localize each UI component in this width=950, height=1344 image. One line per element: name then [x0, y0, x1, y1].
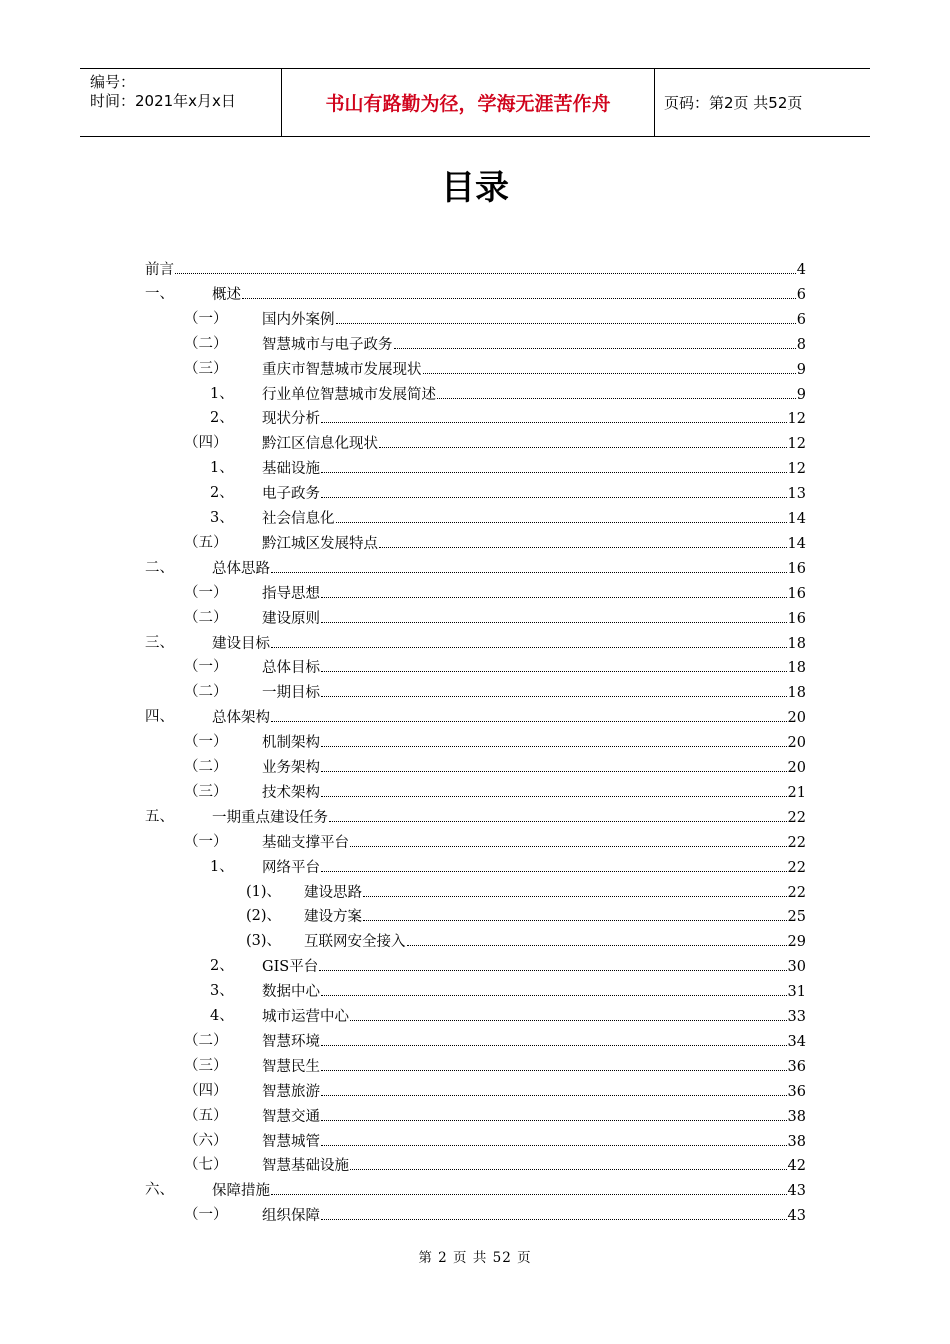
- toc-entry-title: 行业单位智慧城市发展简述: [262, 386, 436, 403]
- toc-entry-title: 总体目标: [262, 660, 320, 677]
- toc-entry[interactable]: [0, 806, 950, 828]
- toc-entry[interactable]: [0, 980, 950, 1002]
- toc-leader-dots: [350, 831, 787, 847]
- toc-entry-title: 机制架构: [262, 735, 320, 752]
- toc-entry-page: 14: [787, 535, 806, 552]
- toc-entry[interactable]: [0, 383, 950, 405]
- toc-leader-dots: [363, 881, 787, 897]
- toc-entry-number: 4、: [210, 1008, 234, 1024]
- toc-entry-page: 6: [796, 311, 806, 328]
- toc-entry-page: 29: [787, 934, 806, 951]
- toc-entry-title: 一期重点建设任务: [212, 809, 328, 826]
- toc-entry-page: 16: [787, 560, 806, 577]
- toc-entry-number: （七）: [184, 1157, 228, 1174]
- toc-entry-number: （三）: [184, 360, 228, 377]
- toc-leader-dots: [350, 1154, 787, 1170]
- toc-leader-dots: [321, 482, 787, 498]
- toc-leader-dots: [271, 557, 787, 573]
- toc-entry-title: 黔江区信息化现状: [262, 436, 378, 453]
- toc-entry-number: （二）: [184, 335, 228, 352]
- toc-leader-dots: [329, 806, 787, 822]
- toc-entry-page: 18: [787, 685, 806, 702]
- toc-entry-title: 电子政务: [262, 486, 320, 503]
- toc-entry-page: 38: [787, 1108, 806, 1125]
- toc-entry-page: 42: [787, 1158, 806, 1175]
- toc-entry-title: 基础支撑平台: [262, 834, 349, 851]
- toc-entry-number: （二）: [184, 684, 228, 701]
- header-page-info: 页码：第2页 共52页: [664, 94, 803, 112]
- toc-entry-title: 指导思想: [262, 585, 320, 602]
- toc-entry[interactable]: [0, 582, 950, 604]
- toc-entry-page: 9: [796, 386, 806, 403]
- toc-entry-number: 2、: [210, 958, 234, 975]
- toc-entry[interactable]: [0, 681, 950, 703]
- toc-leader-dots: [319, 955, 786, 971]
- toc-entry[interactable]: [0, 831, 950, 853]
- toc-entry-page: 36: [787, 1058, 806, 1075]
- toc-entry-title: 黔江城区发展特点: [262, 535, 378, 552]
- page-title: 目录: [441, 168, 509, 208]
- toc-entry-page: 13: [787, 486, 806, 503]
- toc-leader-dots: [271, 706, 787, 722]
- toc-entry-page: 12: [787, 461, 806, 478]
- toc-entry[interactable]: [0, 930, 950, 952]
- toc-entry-number: (2)、: [246, 908, 282, 925]
- toc-entry-title: 建设方案: [304, 909, 362, 926]
- toc-entry-number: （六）: [184, 1132, 228, 1149]
- toc-leader-dots: [350, 1005, 787, 1021]
- toc-entry-number: 六、: [145, 1182, 174, 1199]
- toc-entry-page: 43: [787, 1183, 806, 1200]
- toc-entry[interactable]: [0, 507, 950, 529]
- toc-leader-dots: [321, 731, 787, 747]
- toc-entry-page: 30: [787, 959, 806, 976]
- toc-entry-title: 智慧环境: [262, 1033, 320, 1050]
- toc-entry-number: 三、: [145, 634, 174, 651]
- toc-entry-number: （一）: [184, 833, 228, 850]
- toc-entry[interactable]: [0, 407, 950, 429]
- page-footer: 第 2 页 共 52 页: [418, 1250, 532, 1266]
- toc-entry-page: 18: [787, 660, 806, 677]
- toc-entry-page: 9: [796, 361, 806, 378]
- toc-entry-page: 4: [796, 262, 806, 278]
- toc-entry-title: 组织保障: [262, 1208, 320, 1225]
- toc-entry-title: 概述: [212, 286, 241, 303]
- toc-entry-title: 现状分析: [262, 411, 320, 428]
- toc-leader-dots: [437, 383, 796, 399]
- toc-entry[interactable]: [0, 955, 950, 977]
- toc-entry-page: 14: [787, 511, 806, 527]
- toc-entry-number: 1、: [210, 385, 234, 402]
- toc-entry-number: (3)、: [246, 933, 282, 950]
- toc-entry[interactable]: [0, 283, 950, 305]
- toc-leader-dots: [321, 781, 787, 797]
- toc-entry-title: 一期目标: [262, 685, 320, 702]
- toc-entry-title: 数据中心: [262, 984, 320, 1001]
- toc-entry-page: 25: [787, 909, 806, 926]
- toc-leader-dots: [321, 1055, 787, 1071]
- toc-leader-dots: [321, 980, 787, 996]
- toc-leader-dots: [321, 681, 787, 697]
- toc-entry-number: （五）: [184, 1107, 228, 1124]
- toc-entry-title: GIS平台: [262, 959, 319, 976]
- toc-entry-page: 21: [787, 784, 806, 801]
- toc-entry[interactable]: [0, 1154, 950, 1176]
- header-meta: [80, 69, 282, 136]
- toc-entry-number: （五）: [184, 534, 228, 551]
- toc-entry-title: 智慧基础设施: [262, 1158, 349, 1175]
- toc-entry-title: 互联网安全接入: [304, 934, 406, 951]
- toc-leader-dots: [379, 432, 787, 448]
- toc-entry[interactable]: [0, 1105, 950, 1127]
- toc-entry[interactable]: [0, 905, 950, 927]
- toc-leader-dots: [242, 283, 796, 299]
- toc-entry[interactable]: [0, 881, 950, 903]
- toc-entry-number: 一、: [145, 285, 174, 302]
- toc-entry-page: 33: [787, 1009, 806, 1025]
- toc-entry[interactable]: [0, 308, 950, 330]
- toc-entry-number: 五、: [145, 808, 174, 825]
- toc-entry-number: （四）: [184, 1082, 228, 1099]
- toc-entry-number: （一）: [184, 584, 228, 601]
- toc-entry-title: 网络平台: [262, 859, 320, 876]
- toc-leader-dots: [321, 1105, 787, 1121]
- toc-leader-dots: [321, 457, 787, 473]
- toc-entry[interactable]: [0, 333, 950, 355]
- toc-leader-dots: [271, 632, 787, 648]
- toc-entry-number: （二）: [184, 609, 228, 626]
- toc-entry-number: 3、: [210, 510, 234, 526]
- toc-leader-dots: [321, 1130, 787, 1146]
- toc-entry-page: 22: [787, 809, 806, 826]
- toc-entry-page: 31: [787, 984, 806, 1001]
- toc-leader-dots: [336, 308, 796, 324]
- toc-entry[interactable]: [0, 632, 950, 654]
- toc-entry-title: 重庆市智慧城市发展现状: [262, 361, 422, 378]
- toc-entry-title: 基础设施: [262, 461, 320, 478]
- toc-entry-page: 16: [787, 585, 806, 602]
- toc-leader-dots: [271, 1179, 787, 1195]
- toc-entry-number: （一）: [184, 659, 228, 676]
- toc-entry-title: 业务架构: [262, 760, 320, 776]
- toc-entry[interactable]: [0, 432, 950, 454]
- toc-entry-title: 社会信息化: [262, 511, 335, 527]
- toc-entry-number: （三）: [184, 1057, 228, 1074]
- toc-entry[interactable]: [0, 1179, 950, 1201]
- toc-entry[interactable]: [0, 1080, 950, 1102]
- toc-entry-page: 22: [787, 884, 806, 901]
- toc-entry-page: 20: [787, 735, 806, 752]
- toc-leader-dots: [175, 258, 796, 274]
- toc-entry[interactable]: [0, 1030, 950, 1052]
- toc-entry-number: （一）: [184, 734, 228, 751]
- toc-entry[interactable]: [0, 457, 950, 479]
- toc-leader-dots: [321, 407, 787, 423]
- header-time-label: 时间：2021年x月x日: [90, 92, 236, 110]
- toc-leader-dots: [321, 582, 787, 598]
- toc-entry[interactable]: [0, 258, 950, 280]
- header-number-label: 编号：: [90, 73, 136, 91]
- toc-leader-dots: [363, 905, 787, 921]
- toc-entry[interactable]: [0, 482, 950, 504]
- toc-entry-title: 建设思路: [304, 884, 362, 901]
- toc-entry-number: （一）: [184, 1207, 228, 1224]
- toc-entry-title: 城市运营中心: [262, 1009, 349, 1025]
- toc-leader-dots: [407, 930, 787, 946]
- toc-leader-dots: [321, 607, 787, 623]
- toc-entry-title: 智慧城市与电子政务: [262, 336, 393, 353]
- toc-entry[interactable]: [0, 856, 950, 878]
- toc-entry-page: 20: [787, 710, 806, 727]
- toc-entry[interactable]: [0, 1204, 950, 1226]
- toc-entry-title: 智慧城管: [262, 1133, 320, 1150]
- toc-entry-page: 20: [787, 760, 806, 776]
- toc-entry-title: 智慧旅游: [262, 1083, 320, 1100]
- toc-leader-dots: [336, 507, 787, 523]
- toc-entry-number: 2、: [210, 485, 234, 502]
- toc-leader-dots: [321, 756, 787, 772]
- toc-entry-page: 36: [787, 1083, 806, 1100]
- toc-entry-title: 技术架构: [262, 784, 320, 801]
- toc-entry-page: 6: [796, 286, 806, 303]
- toc-entry-page: 43: [787, 1208, 806, 1225]
- toc-leader-dots: [379, 532, 787, 548]
- toc-entry-title: 国内外案例: [262, 311, 335, 328]
- toc-entry-title: 建设目标: [212, 635, 270, 652]
- toc-entry-title: 前言: [145, 262, 174, 278]
- toc-entry-page: 18: [787, 635, 806, 652]
- toc-entry-number: （一）: [184, 310, 228, 327]
- toc-entry[interactable]: [0, 1005, 950, 1027]
- toc-entry-page: 34: [787, 1033, 806, 1050]
- toc-entry-number: （四）: [184, 435, 228, 452]
- toc-entry[interactable]: [0, 731, 950, 753]
- toc-entry[interactable]: [0, 532, 950, 554]
- page-header: [80, 68, 870, 137]
- toc-entry-number: 1、: [210, 460, 234, 477]
- toc-leader-dots: [394, 333, 796, 349]
- toc-entry-page: 38: [787, 1133, 806, 1150]
- toc-leader-dots: [321, 856, 787, 872]
- toc-entry-page: 12: [787, 411, 806, 428]
- toc-entry-page: 22: [787, 859, 806, 876]
- toc-leader-dots: [321, 1030, 787, 1046]
- toc-entry-title: 建设原则: [262, 610, 320, 627]
- toc-entry[interactable]: [0, 358, 950, 380]
- toc-leader-dots: [321, 1080, 787, 1096]
- toc-entry-number: (1)、: [246, 883, 282, 900]
- toc-entry-title: 智慧民生: [262, 1058, 320, 1075]
- toc-entry[interactable]: [0, 557, 950, 579]
- toc-entry[interactable]: [0, 656, 950, 678]
- toc-entry-page: 22: [787, 834, 806, 851]
- toc-entry-page: 16: [787, 610, 806, 627]
- header-motto: 书山有路勤为径，学海无涯苦作舟: [282, 69, 655, 136]
- toc-entry-title: 总体思路: [212, 560, 270, 577]
- toc-leader-dots: [321, 656, 787, 672]
- toc-entry-page: 8: [796, 336, 806, 353]
- toc-entry-title: 总体架构: [212, 710, 270, 727]
- toc-entry-number: 二、: [145, 559, 174, 576]
- toc-entry[interactable]: [0, 1055, 950, 1077]
- toc-entry[interactable]: [0, 781, 950, 803]
- toc-entry-title: 保障措施: [212, 1183, 270, 1200]
- toc-entry-page: 12: [787, 436, 806, 453]
- toc-entry-number: 2、: [210, 410, 234, 427]
- toc-entry-number: （二）: [184, 759, 228, 775]
- toc-leader-dots: [423, 358, 796, 374]
- toc-entry[interactable]: [0, 756, 950, 778]
- toc-leader-dots: [321, 1204, 787, 1220]
- toc-entry-number: （三）: [184, 783, 228, 800]
- toc-entry-number: （二）: [184, 1032, 228, 1049]
- toc-entry-title: 智慧交通: [262, 1108, 320, 1125]
- toc-entry-number: 1、: [210, 858, 234, 875]
- toc-entry[interactable]: [0, 1130, 950, 1152]
- toc-entry-number: 四、: [145, 709, 174, 726]
- toc-entry[interactable]: [0, 607, 950, 629]
- toc-entry[interactable]: [0, 706, 950, 728]
- toc-entry-number: 3、: [210, 983, 234, 1000]
